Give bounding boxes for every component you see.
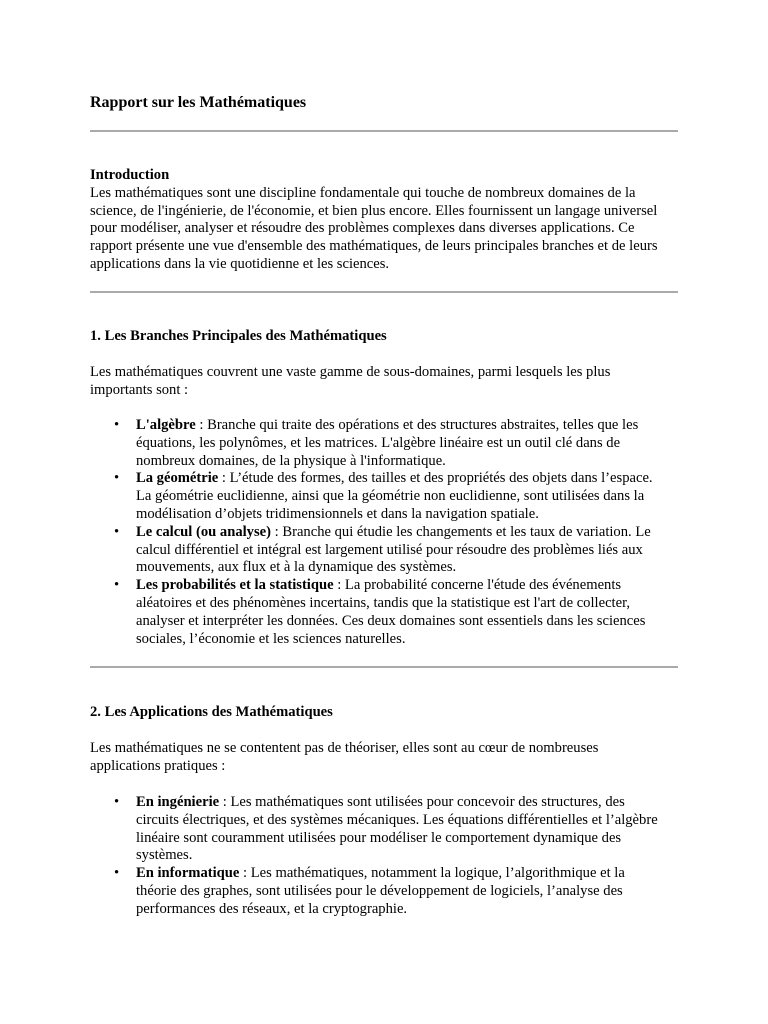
list-item-text: calcul différentiel et intégral est largement utilisé pour résoudre des problèmes liés aux — [136, 541, 643, 558]
section-intro-line: Les mathématiques couvrent une vaste gamme de sous-domaines, parmi lesquels les plus — [90, 364, 611, 380]
list-item-text: nombreux domaines, de la physique à l'informatique. — [136, 452, 446, 469]
section-heading: 2. Les Applications des Mathématiques — [90, 704, 333, 720]
list-item-term: En informatique — [136, 865, 240, 882]
list-item-text: aléatoires et des phénomènes incertains, tandis que la statistique est l'art de collecter, — [136, 594, 630, 611]
section-intro-line: importants sont : — [90, 381, 189, 398]
horizontal-rule — [90, 130, 678, 132]
applications-list — [90, 794, 680, 919]
list-item — [90, 417, 680, 470]
section-applications-intro — [90, 740, 680, 776]
introduction-line: pour modéliser, analyser et résoudre des problèmes complexes dans diverses applications. Ce — [90, 220, 635, 237]
list-item-term: En ingénierie — [136, 794, 220, 810]
horizontal-rule — [90, 666, 678, 668]
bullet-icon: • — [114, 523, 120, 540]
section-intro-line: Les mathématiques ne se contentent pas de théoriser, elles sont au cœur de nombreuses — [90, 740, 599, 756]
bullet-icon: • — [114, 794, 120, 810]
list-item-text: : Les mathématiques, notamment la logique, l’algorithmique et la — [239, 865, 625, 882]
list-item-text: circuits électriques, et des systèmes mécaniques. Les équations différentielles et l’algèbre — [136, 811, 658, 828]
list-item-text: : Branche qui traite des opérations et des structures abstraites, telles que les — [195, 417, 639, 433]
bullet-icon: • — [114, 417, 120, 433]
section-branches-intro — [90, 364, 680, 400]
list-item — [90, 794, 680, 865]
list-item-text: mouvements, aux flux et à la dynamique des systèmes. — [136, 559, 457, 576]
horizontal-rule — [90, 291, 678, 293]
section-intro-line: applications pratiques : — [90, 757, 226, 774]
bullet-icon: • — [114, 577, 120, 594]
bullet-icon: • — [114, 470, 120, 487]
list-item-text: : L’étude des formes, des tailles et des propriétés des objets dans l’espace. — [218, 470, 653, 487]
introduction-line: rapport présente une vue d'ensemble des mathématiques, de leurs principales branches et de leurs — [90, 238, 658, 255]
document-title: Rapport sur les Mathématiques — [90, 94, 307, 111]
introduction-line: science, de l'ingénierie, de l'économie, et bien plus encore. Elles fournissent un langage universel — [90, 202, 658, 219]
list-item-text: performances des réseaux, et la cryptographie. — [136, 900, 408, 917]
list-item-text: analyser et interpréter les données. Ces deux domaines sont essentiels dans les sciences — [136, 612, 646, 629]
list-item-text: linéaire sont couramment utilisées pour modéliser le comportement dynamique des — [136, 829, 622, 846]
list-item-text: : Les mathématiques sont utilisées pour concevoir des structures, des — [219, 794, 625, 810]
list-item-text: : Branche qui étudie les changements et les taux de variation. Le — [271, 523, 651, 540]
list-item-text: La géométrie euclidienne, ainsi que la géométrie non euclidienne, sont utilisées dans la — [136, 488, 645, 505]
bullet-list — [90, 417, 680, 648]
introduction-heading: Introduction — [90, 167, 170, 183]
list-item-text: sociales, l’économie et les sciences naturelles. — [136, 630, 406, 647]
section-heading: 1. Les Branches Principales des Mathématiques — [90, 328, 387, 344]
introduction-section — [90, 167, 680, 274]
list-item-text: modélisation d’objets tridimensionnels et dans la navigation spatiale. — [136, 505, 539, 522]
section-intro-paragraph — [90, 364, 680, 400]
list-item — [90, 865, 680, 918]
list-item-term: L'algèbre — [136, 417, 196, 433]
section-intro-paragraph — [90, 740, 680, 776]
list-item-text: équations, les polynômes, et les matrices. L'algèbre linéaire est un outil clé dans de — [136, 434, 621, 451]
list-item — [90, 470, 680, 523]
introduction-paragraph — [90, 185, 680, 274]
introduction-line: Les mathématiques sont une discipline fondamentale qui touche de nombreux domaines de la — [90, 184, 636, 201]
list-item — [90, 524, 680, 577]
branches-list — [90, 417, 680, 648]
list-item-text: systèmes. — [136, 847, 193, 864]
list-item-term: La géométrie — [136, 470, 219, 487]
list-item-term: Les probabilités et la statistique — [136, 577, 334, 594]
list-item — [90, 577, 680, 648]
section-applications — [90, 704, 680, 722]
list-item-term: Le calcul (ou analyse) — [136, 523, 271, 540]
list-item-text: théorie des graphes, sont utilisées pour le développement de logiciels, l’analyse des — [136, 882, 623, 899]
bullet-icon: • — [114, 865, 120, 882]
bullet-list — [90, 794, 680, 919]
list-item-text: : La probabilité concerne l'étude des événements — [333, 577, 622, 594]
section-branches — [90, 328, 680, 346]
introduction-line: applications dans la vie quotidienne et les sciences. — [90, 255, 390, 272]
